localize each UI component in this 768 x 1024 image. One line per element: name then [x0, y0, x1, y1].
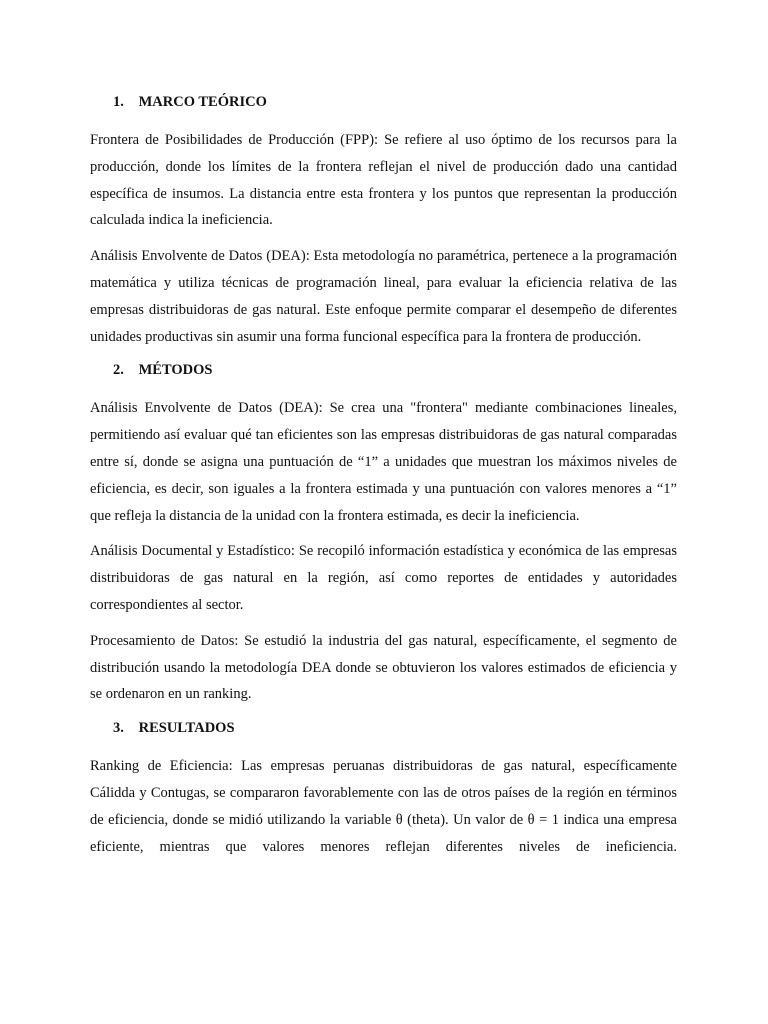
section-number: 3. — [113, 720, 124, 737]
section-number: 2. — [113, 362, 124, 379]
paragraph-ranking: Ranking de Eficiencia: Las empresas peruanas distribuidoras de gas natural, específicamente Cálidda y Contugas, se compararon favorablemente con las de otros países de la región en términos de eficiencia, donde se midió utilizando la variable θ (theta). Un valor de θ = 1 indica una empresa eficiente, mientras que valores menores reflejan diferentes niveles de ineficiencia. — [90, 758, 677, 855]
section-heading-metodos — [90, 359, 677, 381]
paragraph-dea-definition: Análisis Envolvente de Datos (DEA): Esta metodología no paramétrica, pertenece a la programación matemática y utiliza técnicas de programación lineal, para evaluar la eficiencia relativa de las empresas distribuidoras de gas natural. Este enfoque permite comparar el desempeño de diferentes unidades productivas sin asumir una forma funcional específica para la frontera de producción. — [90, 248, 677, 345]
section-heading-resultados — [90, 717, 677, 739]
section-title: MARCO TEÓRICO — [138, 94, 267, 110]
paragraph-documental: Análisis Documental y Estadístico: Se recopiló información estadística y económica de las empresas distribuidoras de gas natural en la región, así como reportes de entidades y autoridades correspondientes al sector. — [90, 543, 677, 613]
document-page — [90, 91, 677, 869]
paragraph-dea-method: Análisis Envolvente de Datos (DEA): Se crea una "frontera" mediante combinaciones lineales, permitiendo así evaluar qué tan eficientes son las empresas distribuidoras de gas natural comparadas entre sí, donde se asigna una puntuación de “1” a unidades que muestran los máximos niveles de eficiencia, es decir, son iguales a la frontera estimada y una puntuación con valores menores a “1” que refleja la distancia de la unidad con la frontera estimada, es decir la ineficiencia. — [90, 400, 677, 524]
section-title: RESULTADOS — [138, 720, 235, 737]
section-heading-marco-teorico — [90, 91, 677, 113]
section-number: 1. — [113, 94, 124, 110]
section-title: MÉTODOS — [138, 362, 213, 379]
paragraph-fpp: Frontera de Posibilidades de Producción (FPP): Se refiere al uso óptimo de los recursos para la producción, donde los límites de la frontera reflejan el nivel de producción dado una cantidad específica de insumos. La distancia entre esta frontera y los puntos que representan la producción calculada indica la ineficiencia. — [90, 132, 677, 229]
paragraph-procesamiento: Procesamiento de Datos: Se estudió la industria del gas natural, específicamente, el segmento de distribución usando la metodología DEA donde se obtuvieron los valores estimados de eficiencia y se ordenaron en un ranking. — [90, 632, 677, 703]
